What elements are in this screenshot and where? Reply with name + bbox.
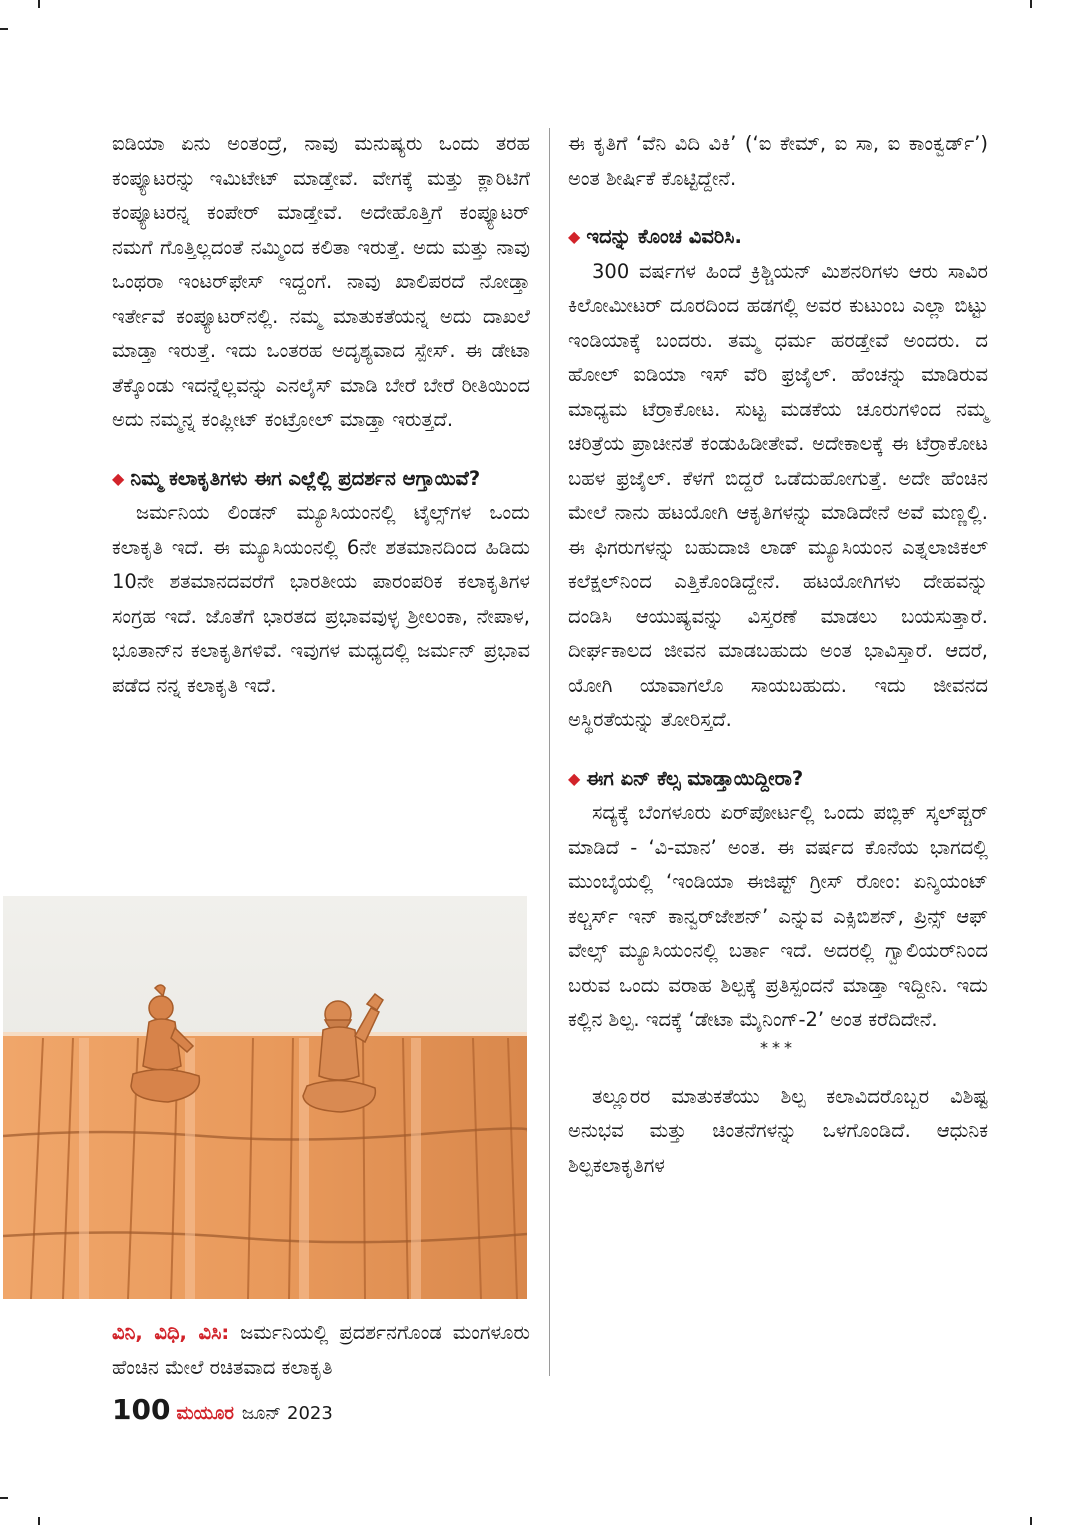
left-column <box>112 127 530 703</box>
right-column <box>568 127 988 1183</box>
question-text: ನಿಮ್ಮ ಕಲಾಕೃತಿಗಳು ಈಗ ಎಲ್ಲೆಲ್ಲಿ ಪ್ರದರ್ಶನ ಆಗ್ತಾಯಿವೆ? <box>130 466 481 490</box>
body-paragraph: ಈ ಕೃತಿಗೆ ‘ವೆನಿ ವಿದಿ ವಿಕಿ’ (‘ಐ ಕೇಮ್, ಐ ಸಾ, ಐ ಕಾಂಕ್ವರ್ಡ್’) ಅಂತ ಶೀರ್ಷಿಕೆ ಕೊಟ್ಟಿದ್ದೇನೆ. <box>568 132 988 190</box>
body-paragraph: ಐಡಿಯಾ ಏನು ಅಂತಂದ್ರೆ, ನಾವು ಮನುಷ್ಯರು ಒಂದು ತರಹ ಕಂಪ್ಯೂಟರನ್ನು ಇಮಿಟೇಟ್ ಮಾಡ್ತೇವೆ. ವೇಗಕ್ಕೆ ಮತ್ತು ಕ್ಲಾರಿಟಿಗೆ ಕಂಪ್ಯೂಟರನ್ನ ಕಂಪೇರ್ ಮಾಡ್ತೇವೆ. ಅದೇಹೊತ್ತಿಗೆ ಕಂಪ್ಯೂಟರ್ ನಮಗೆ ಗೊತ್ತಿಲ್ಲದಂತೆ ನಮ್ಮಿಂದ ಕಲಿತಾ ಇರುತ್ತೆ. ಅದು ಮತ್ತು ನಾವು ಒಂಥರಾ ಇಂಟರ್‌ಫೇಸ್ ಇದ್ದಂಗೆ. ನಾವು ಖಾಲಿಪರದೆ ನೋಡ್ತಾ ಇರ್ತೇವೆ ಕಂಪ್ಯೂಟರ್‌ನಲ್ಲಿ. ನಮ್ಮ ಮಾತುಕತೆಯನ್ನ ಅದು ದಾಖಲೆ ಮಾಡ್ತಾ ಇರುತ್ತೆ. ಇದು ಒಂತರಹ ಅದೃಶ್ಯವಾದ ಸ್ಪೇಸ್. ಈ ಡೇಟಾ ತೆಕ್ಕೊಂಡು ಇದನ್ನೆಲ್ಲವನ್ನು ಎನಲೈಸ್ ಮಾಡಿ ಬೇರೆ ಬೇರೆ ರೀತಿಯಿಂದ ಅದು ನಮ್ಮನ್ನ ಕಂಪ್ಲೀಟ್ ಕಂಟ್ರೋಲ್ ಮಾಡ್ತಾ ಇರುತ್ತದೆ. <box>112 132 530 431</box>
answer-paragraph: 300 ವರ್ಷಗಳ ಹಿಂದೆ ಕ್ರಿಶ್ಚಿಯನ್ ಮಿಶನರಿಗಳು ಆರು ಸಾವಿರ ಕಿಲೋಮೀಟರ್ ದೂರದಿಂದ ಹಡಗಲ್ಲಿ ಅವರ ಕುಟುಂಬ ಎಲ್ಲಾ ಬಿಟ್ಟು ಇಂಡಿಯಾಕ್ಕೆ ಬಂದರು. ತಮ್ಮ ಧರ್ಮ ಹರಡ್ತೇವೆ ಅಂದರು. ದ ಹೋಲ್ ಐಡಿಯಾ ಇಸ್ ವೆರಿ ಫ್ರಜೈಲ್. ಹೆಂಚನ್ನು ಮಾಡಿರುವ ಮಾಧ್ಯಮ ಟೆರ್ರಾಕೋಟ. ಸುಟ್ಟ ಮಡಕೆಯ ಚೂರುಗಳಿಂದ ನಮ್ಮ ಚರಿತ್ರೆಯ ಪ್ರಾಚೀನತೆ ಕಂಡುಹಿಡೀತೇವೆ. ಅದೇಕಾಲಕ್ಕೆ ಈ ಟೆರ್ರಾಕೋಟ ಬಹಳ ಫ್ರಜೈಲ್. ಕೆಳಗೆ ಬಿದ್ದರೆ ಒಡೆದುಹೋಗುತ್ತೆ. ಅದೇ ಹೆಂಚಿನ ಮೇಲೆ ನಾನು ಹಟಯೋಗಿ ಆಕೃತಿಗಳನ್ನು ಮಾಡಿದೇನೆ ಅವೆ ಮಣ್ಣಲ್ಲಿ. ಈ ಫಿಗರುಗಳನ್ನು ಬಹುದಾಜಿ ಲಾಡ್ ಮ್ಯೂಸಿಯಂನ ಎತ್ನಲಾಜಿಕಲ್ ಕಲೆಕ್ಷಲ್‌ನಿಂದ ಎತ್ತಿಕೊಂಡಿದ್ದೇನೆ. ಹಟಯೋಗಿಗಳು ದೇಹವನ್ನು ದಂಡಿಸಿ ಆಯುಷ್ಯವನ್ನು ವಿಸ್ತರಣೆ ಮಾಡಲು ಬಯಸುತ್ತಾರೆ. ದೀರ್ಘಕಾಲದ ಜೀವನ ಮಾಡಬಹುದು ಅಂತ ಭಾವಿಸ್ತಾರೆ. ಆದರೆ, ಯೋಗಿ ಯಾವಾಗಲೊ ಸಾಯಬಹುದು. ಇದು ಜೀವನದ ಅಸ್ಥಿರತೆಯನ್ನು ತೋರಿಸ್ತದೆ. <box>568 259 988 731</box>
crop-mark <box>1030 0 1032 8</box>
issue-date: ಜೂನ್ 2023 <box>241 1403 333 1424</box>
caption-title: ವಿನಿ, ವಿಧಿ, ವಿಸಿ: <box>112 1321 230 1344</box>
section-separator: *** <box>760 1037 796 1057</box>
diamond-bullet-icon: ◆ <box>568 227 581 246</box>
answer-paragraph: ಜರ್ಮನಿಯ ಲಿಂಡನ್ ಮ್ಯೂಸಿಯಂನಲ್ಲಿ ಟೈಲ್ಸ್‌ಗಳ ಒಂದು ಕಲಾಕೃತಿ ಇದೆ. ಈ ಮ್ಯೂಸಿಯಂನಲ್ಲಿ 6ನೇ ಶತಮಾನದಿಂದ ಹಿಡಿದು 10ನೇ ಶತಮಾನದವರೆಗೆ ಭಾರತೀಯ ಪಾರಂಪರಿಕ ಕಲಾಕೃತಿಗಳ ಸಂಗ್ರಹ ಇದೆ. ಜೊತೆಗೆ ಭಾರತದ ಪ್ರಭಾವವುಳ್ಳ ಶ್ರೀಲಂಕಾ, ನೇಪಾಳ, ಭೂತಾನ್‌ನ ಕಲಾಕೃತಿಗಳಿವೆ. ಇವುಗಳ ಮಧ್ಯದಲ್ಲಿ ಜರ್ಮನ್ ಪ್ರಭಾವ ಪಡೆದ ನನ್ನ ಕಲಾಕೃತಿ ಇದೆ. <box>112 501 530 697</box>
crop-mark <box>0 1497 8 1499</box>
question-heading <box>568 762 988 797</box>
caption-text: ಜರ್ಮನಿಯಲ್ಲಿ ಪ್ರದರ್ಶನಗೊಂಡ ಮಂಗಳೂರು ಹೆಂಚಿನ ಮೇಲೆ ರಚಿತವಾದ ಕಲಾಕೃತಿ <box>112 1321 530 1379</box>
artwork-photo <box>3 896 527 1299</box>
question-text: ಈಗ ಏನ್ ಕೆಲ್ಸ ಮಾಡ್ತಾಯಿದ್ದೀರಾ? <box>586 766 804 790</box>
column-divider <box>549 128 550 1376</box>
closing-paragraph: ತಲ್ಲೂರರ ಮಾತುಕತೆಯು ಶಿಲ್ಪ ಕಲಾವಿದರೊಬ್ಬರ ವಿಶಿಷ್ಟ ಅನುಭವ ಮತ್ತು ಚಿಂತನೆಗಳನ್ನು ಒಳಗೊಂಡಿದೆ. ಆಧುನಿಕ ಶಿಲ್ಪಕಲಾಕೃತಿಗಳ <box>568 1084 988 1177</box>
question-text: ಇದನ್ನು ಕೊಂಚ ವಿವರಿಸಿ. <box>586 225 742 248</box>
page-number: 100 <box>112 1393 171 1426</box>
question-heading <box>112 462 530 497</box>
crop-mark <box>38 0 40 8</box>
magazine-logo: ಮಯೂರ <box>176 1403 234 1424</box>
question-heading <box>568 220 988 255</box>
crop-mark <box>0 28 8 30</box>
crop-mark <box>38 1517 40 1525</box>
page-footer <box>112 1393 333 1426</box>
diamond-bullet-icon: ◆ <box>112 468 125 488</box>
crop-mark <box>1030 1517 1032 1525</box>
terracotta-tiles-illustration <box>3 896 527 1299</box>
photo-caption <box>112 1316 530 1385</box>
diamond-bullet-icon: ◆ <box>568 768 581 788</box>
answer-paragraph: ಸದ್ಯಕ್ಕೆ ಬೆಂಗಳೂರು ಏರ್‌ಪೋರ್ಟಲ್ಲಿ ಒಂದು ಪಬ್ಲಿಕ್ ಸ್ಕಲ್‌ಪ್ಚರ್ ಮಾಡಿದೆ - ‘ವಿ-ಮಾನ’ ಅಂತ. ಈ ವರ್ಷದ ಕೊನೆಯ ಭಾಗದಲ್ಲಿ ಮುಂಬೈಯಲ್ಲಿ ‘ಇಂಡಿಯಾ ಈಜಿಪ್ಟ್ ಗ್ರೀಸ್ ರೋಂ: ಏನ್ಶಿಯಂಟ್ ಕಲ್ಚರ್ಸ್ ಇನ್ ಕಾನ್ವರ್‌ಜೇಶನ್’ ಎನ್ನುವ ಎಕ್ಸಿಬಿಶನ್, ಪ್ರಿನ್ಸ್ ಆಫ್ ವೇಲ್ಸ್ ಮ್ಯೂಸಿಯಂನಲ್ಲಿ ಬರ್ತಾ ಇದೆ. ಅದರಲ್ಲಿ ಗ್ವಾಲಿಯರ್‌ನಿಂದ ಬರುವ ಒಂದು ವರಾಹ ಶಿಲ್ಪಕ್ಕೆ ಪ್ರತಿಸ್ಪಂದನೆ ಮಾಡ್ತಾ ಇದ್ದೀನಿ. ಇದು ಕಲ್ಲಿನ ಶಿಲ್ಪ. ಇದಕ್ಕೆ ‘ಡೇಟಾ ಮೈನಿಂಗ್-2’ ಅಂತ ಕರೆದಿದೇನೆ. <box>568 801 988 1031</box>
